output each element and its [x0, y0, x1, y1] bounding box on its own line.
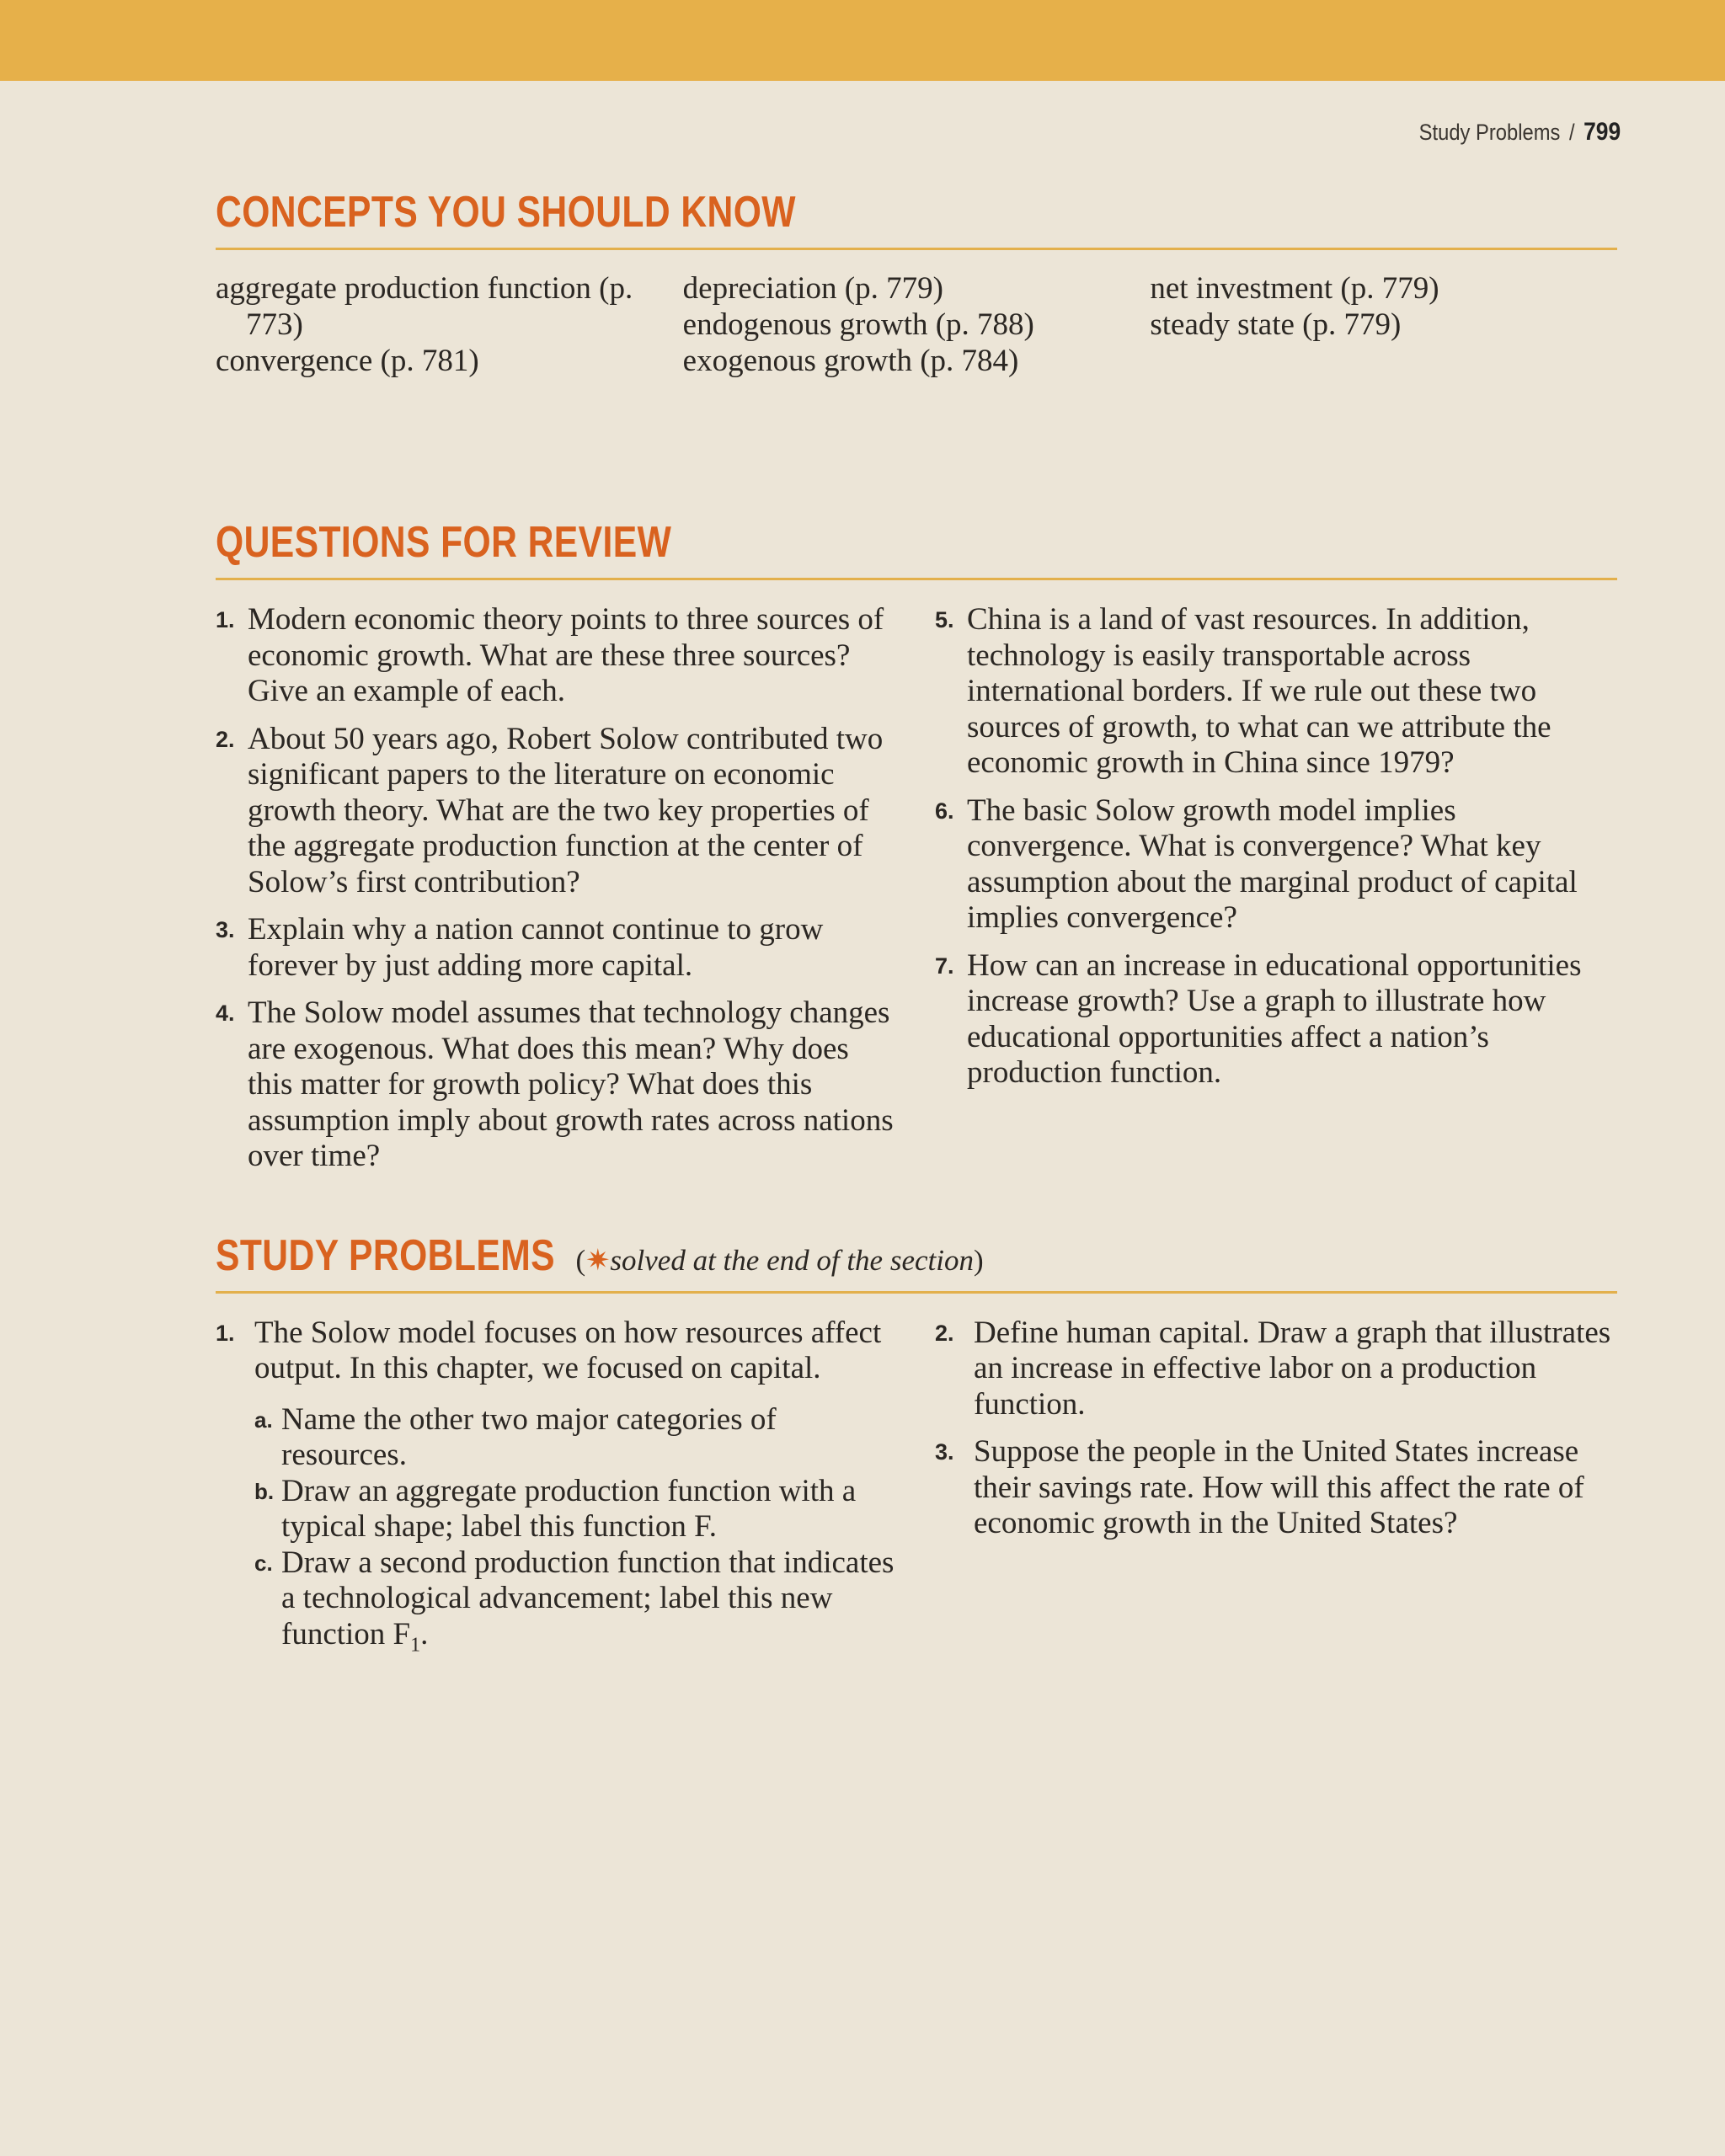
concept-term: steady state (p. 779): [1150, 307, 1402, 342]
review-title: QUESTIONS FOR REVIEW: [216, 518, 672, 567]
question-number: 5.: [935, 607, 954, 632]
question-text: Explain why a nation cannot continue to grow forever by just adding more capital.: [248, 912, 824, 983]
review-question: [216, 722, 898, 901]
review-question: [935, 948, 1617, 1091]
problem-parts: [254, 1401, 898, 1656]
running-head: [1418, 118, 1621, 147]
problem-number: 3.: [935, 1439, 954, 1465]
part-text: Name the other two major categories of resources.: [281, 1401, 777, 1472]
question-text: How can an increase in educational opportunities increase growth? Use a graph to illustrate how educational opportunities affect a nation’s production function.: [967, 947, 1582, 1090]
question-text: China is a land of vast resources. In addition, technology is easily transportable across international borders. If we rule out these two sources of growth, to what can we attribute the economic growth in China since 1979?: [967, 602, 1551, 780]
concept-term: depreciation (p. 779): [682, 271, 943, 306]
page-content: [216, 187, 1617, 1664]
concept-term: exogenous growth (p. 784): [682, 344, 1019, 378]
question-number: 2.: [216, 726, 235, 752]
concepts-list: [216, 270, 1617, 379]
question-number: 4.: [216, 1001, 235, 1026]
concept-term: net investment (p. 779): [1150, 271, 1439, 306]
study-problem: [935, 1434, 1617, 1542]
review-question: [216, 995, 898, 1175]
review-questions: [216, 602, 1617, 1187]
running-head-section: Study Problems: [1418, 120, 1561, 145]
problem-part: [254, 1474, 898, 1545]
review-question: [935, 602, 1617, 782]
part-letter: a.: [254, 1406, 273, 1433]
problem-body: [254, 1315, 898, 1656]
problem-number: 2.: [935, 1320, 954, 1346]
question-text: The Solow model assumes that technology changes are exogenous. What does this mean? Why does this matter for growth policy? What does this assumption imply about growth rates across nations over time?: [248, 995, 894, 1173]
solved-star-icon: ✷: [585, 1243, 611, 1277]
question-number: 6.: [935, 798, 954, 824]
study-problem: [935, 1315, 1617, 1423]
concept-term: endogenous growth (p. 788): [682, 307, 1034, 342]
concept-term: convergence (p. 781): [216, 344, 479, 378]
part-text-wrapper: [281, 1545, 898, 1656]
review-question: [216, 912, 898, 984]
concepts-title: CONCEPTS YOU SHOULD KNOW: [216, 188, 796, 237]
study-problem: [216, 1315, 898, 1656]
question-text: Modern economic theory points to three sources of economic growth. What are these three sources? Give an example of each.: [248, 602, 884, 708]
review-heading: [216, 517, 1617, 580]
question-number: 3.: [216, 917, 235, 942]
subscript: 1: [410, 1633, 421, 1656]
note-close-paren: ): [973, 1243, 984, 1277]
note-text: solved at the end of the section: [610, 1243, 974, 1277]
problem-number: 1.: [216, 1320, 235, 1346]
part-text-tail: .: [420, 1616, 429, 1652]
part-letter: c.: [254, 1550, 273, 1576]
problem-part: [254, 1545, 898, 1656]
running-head-separator: /: [1568, 120, 1575, 145]
note-open-paren: (: [575, 1243, 586, 1277]
study-problems: [216, 1315, 1617, 1665]
part-text: Draw a second production function that indicates a technological advancement; label this new function F: [281, 1545, 895, 1652]
question-number: 7.: [935, 953, 954, 979]
top-color-band: [0, 0, 1725, 81]
study-title: STUDY PROBLEMS: [216, 1230, 555, 1280]
problem-part: [254, 1402, 898, 1474]
part-letter: b.: [254, 1478, 275, 1504]
problem-text: Suppose the people in the United States increase their savings rate. How will this affect the rate of economic growth in the United States?: [974, 1434, 1584, 1540]
problem-text: Define human capital. Draw a graph that illustrates an increase in effective labor on a production function.: [974, 1315, 1611, 1422]
concept-term: aggregate production function (p. 773): [216, 271, 633, 342]
study-heading: [216, 1230, 1617, 1294]
problem-text: The Solow model focuses on how resources affect output. In this chapter, we focused on capital.: [254, 1315, 882, 1385]
question-number: 1.: [216, 607, 235, 632]
study-column-left: [216, 1315, 898, 1665]
review-column-right: [935, 602, 1617, 1187]
study-note: [575, 1244, 983, 1278]
concepts-heading: [216, 187, 1617, 250]
question-text: About 50 years ago, Robert Solow contributed two significant papers to the literature on economic growth theory. What are the two key properties of the aggregate production function at the center of Solow’s first contribution?: [248, 721, 884, 899]
concepts-column-3: [1150, 270, 1617, 379]
question-text: The basic Solow growth model implies convergence. What is convergence? What key assumption about the marginal product of capital implies convergence?: [967, 792, 1578, 935]
review-column-left: [216, 602, 898, 1187]
concepts-column-1: [216, 270, 683, 379]
concepts-column-2: [683, 270, 1151, 379]
part-text: Draw an aggregate production function with a typical shape; label this function F.: [281, 1473, 857, 1544]
study-column-right: [935, 1315, 1617, 1665]
review-question: [935, 793, 1617, 937]
page-number: 799: [1583, 118, 1621, 146]
review-question: [216, 602, 898, 710]
